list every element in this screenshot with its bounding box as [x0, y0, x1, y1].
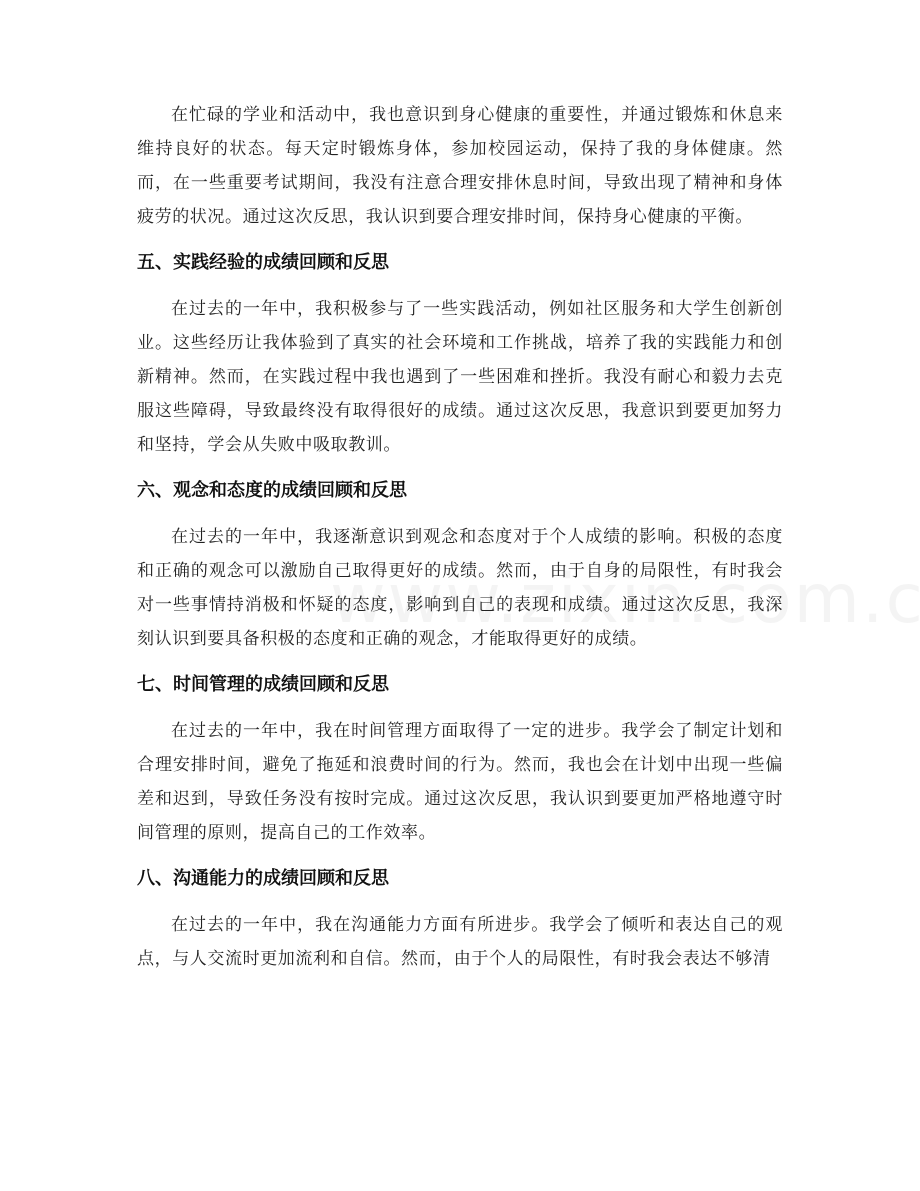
heading-communication: 八、沟通能力的成绩回顾和反思 — [137, 868, 389, 889]
heading-time-management: 七、时间管理的成绩回顾和反思 — [137, 674, 389, 695]
document-body — [137, 98, 783, 990]
paragraph-practice: 在过去的一年中，我积极参与了一些实践活动，例如社区服务和大学生创新创业。这些经历让我体验到了真实的社会环境和工作挑战，培养了我的实践能力和创新精神。然而，在实践过程中我也遇到了一些困难和挫折。我没有耐心和毅力去克服这些障碍，导致最终没有取得很好的成绩。通过这次反思，我意识到要更加努力和坚持，学会从失败中吸取教训。 — [137, 299, 783, 455]
paragraph-attitude: 在过去的一年中，我逐渐意识到观念和态度对于个人成绩的影响。积极的态度和正确的观念可以激励自己取得更好的成绩。然而，由于自身的局限性，有时我会对一些事情持消极和怀疑的态度，影响到自己的表现和成绩。通过这次反思，我深刻认识到要具备积极的态度和正确的观念，才能取得更好的成绩。 — [137, 527, 783, 649]
heading-practice: 五、实践经验的成绩回顾和反思 — [137, 252, 389, 273]
paragraph-time-management: 在过去的一年中，我在时间管理方面取得了一定的进步。我学会了制定计划和合理安排时间，避免了拖延和浪费时间的行为。然而，我也会在计划中出现一些偏差和迟到，导致任务没有按时完成。通过这次反思，我认识到要更加严格地遵守时间管理的原则，提高自己的工作效率。 — [137, 721, 783, 843]
paragraph-health: 在忙碌的学业和活动中，我也意识到身心健康的重要性，并通过锻炼和休息来维持良好的状态。每天定时锻炼身体，参加校园运动，保持了我的身体健康。然而，在一些重要考试期间，我没有注意合理安排休息时间，导致出现了精神和身体疲劳的状况。通过这次反思，我认识到要合理安排时间，保持身心健康的平衡。 — [137, 105, 783, 227]
paragraph-communication: 在过去的一年中，我在沟通能力方面有所进步。我学会了倾听和表达自己的观点，与人交流时更加流利和自信。然而，由于个人的局限性，有时我会表达不够清 — [137, 915, 783, 969]
heading-attitude: 六、观念和态度的成绩回顾和反思 — [137, 480, 407, 501]
